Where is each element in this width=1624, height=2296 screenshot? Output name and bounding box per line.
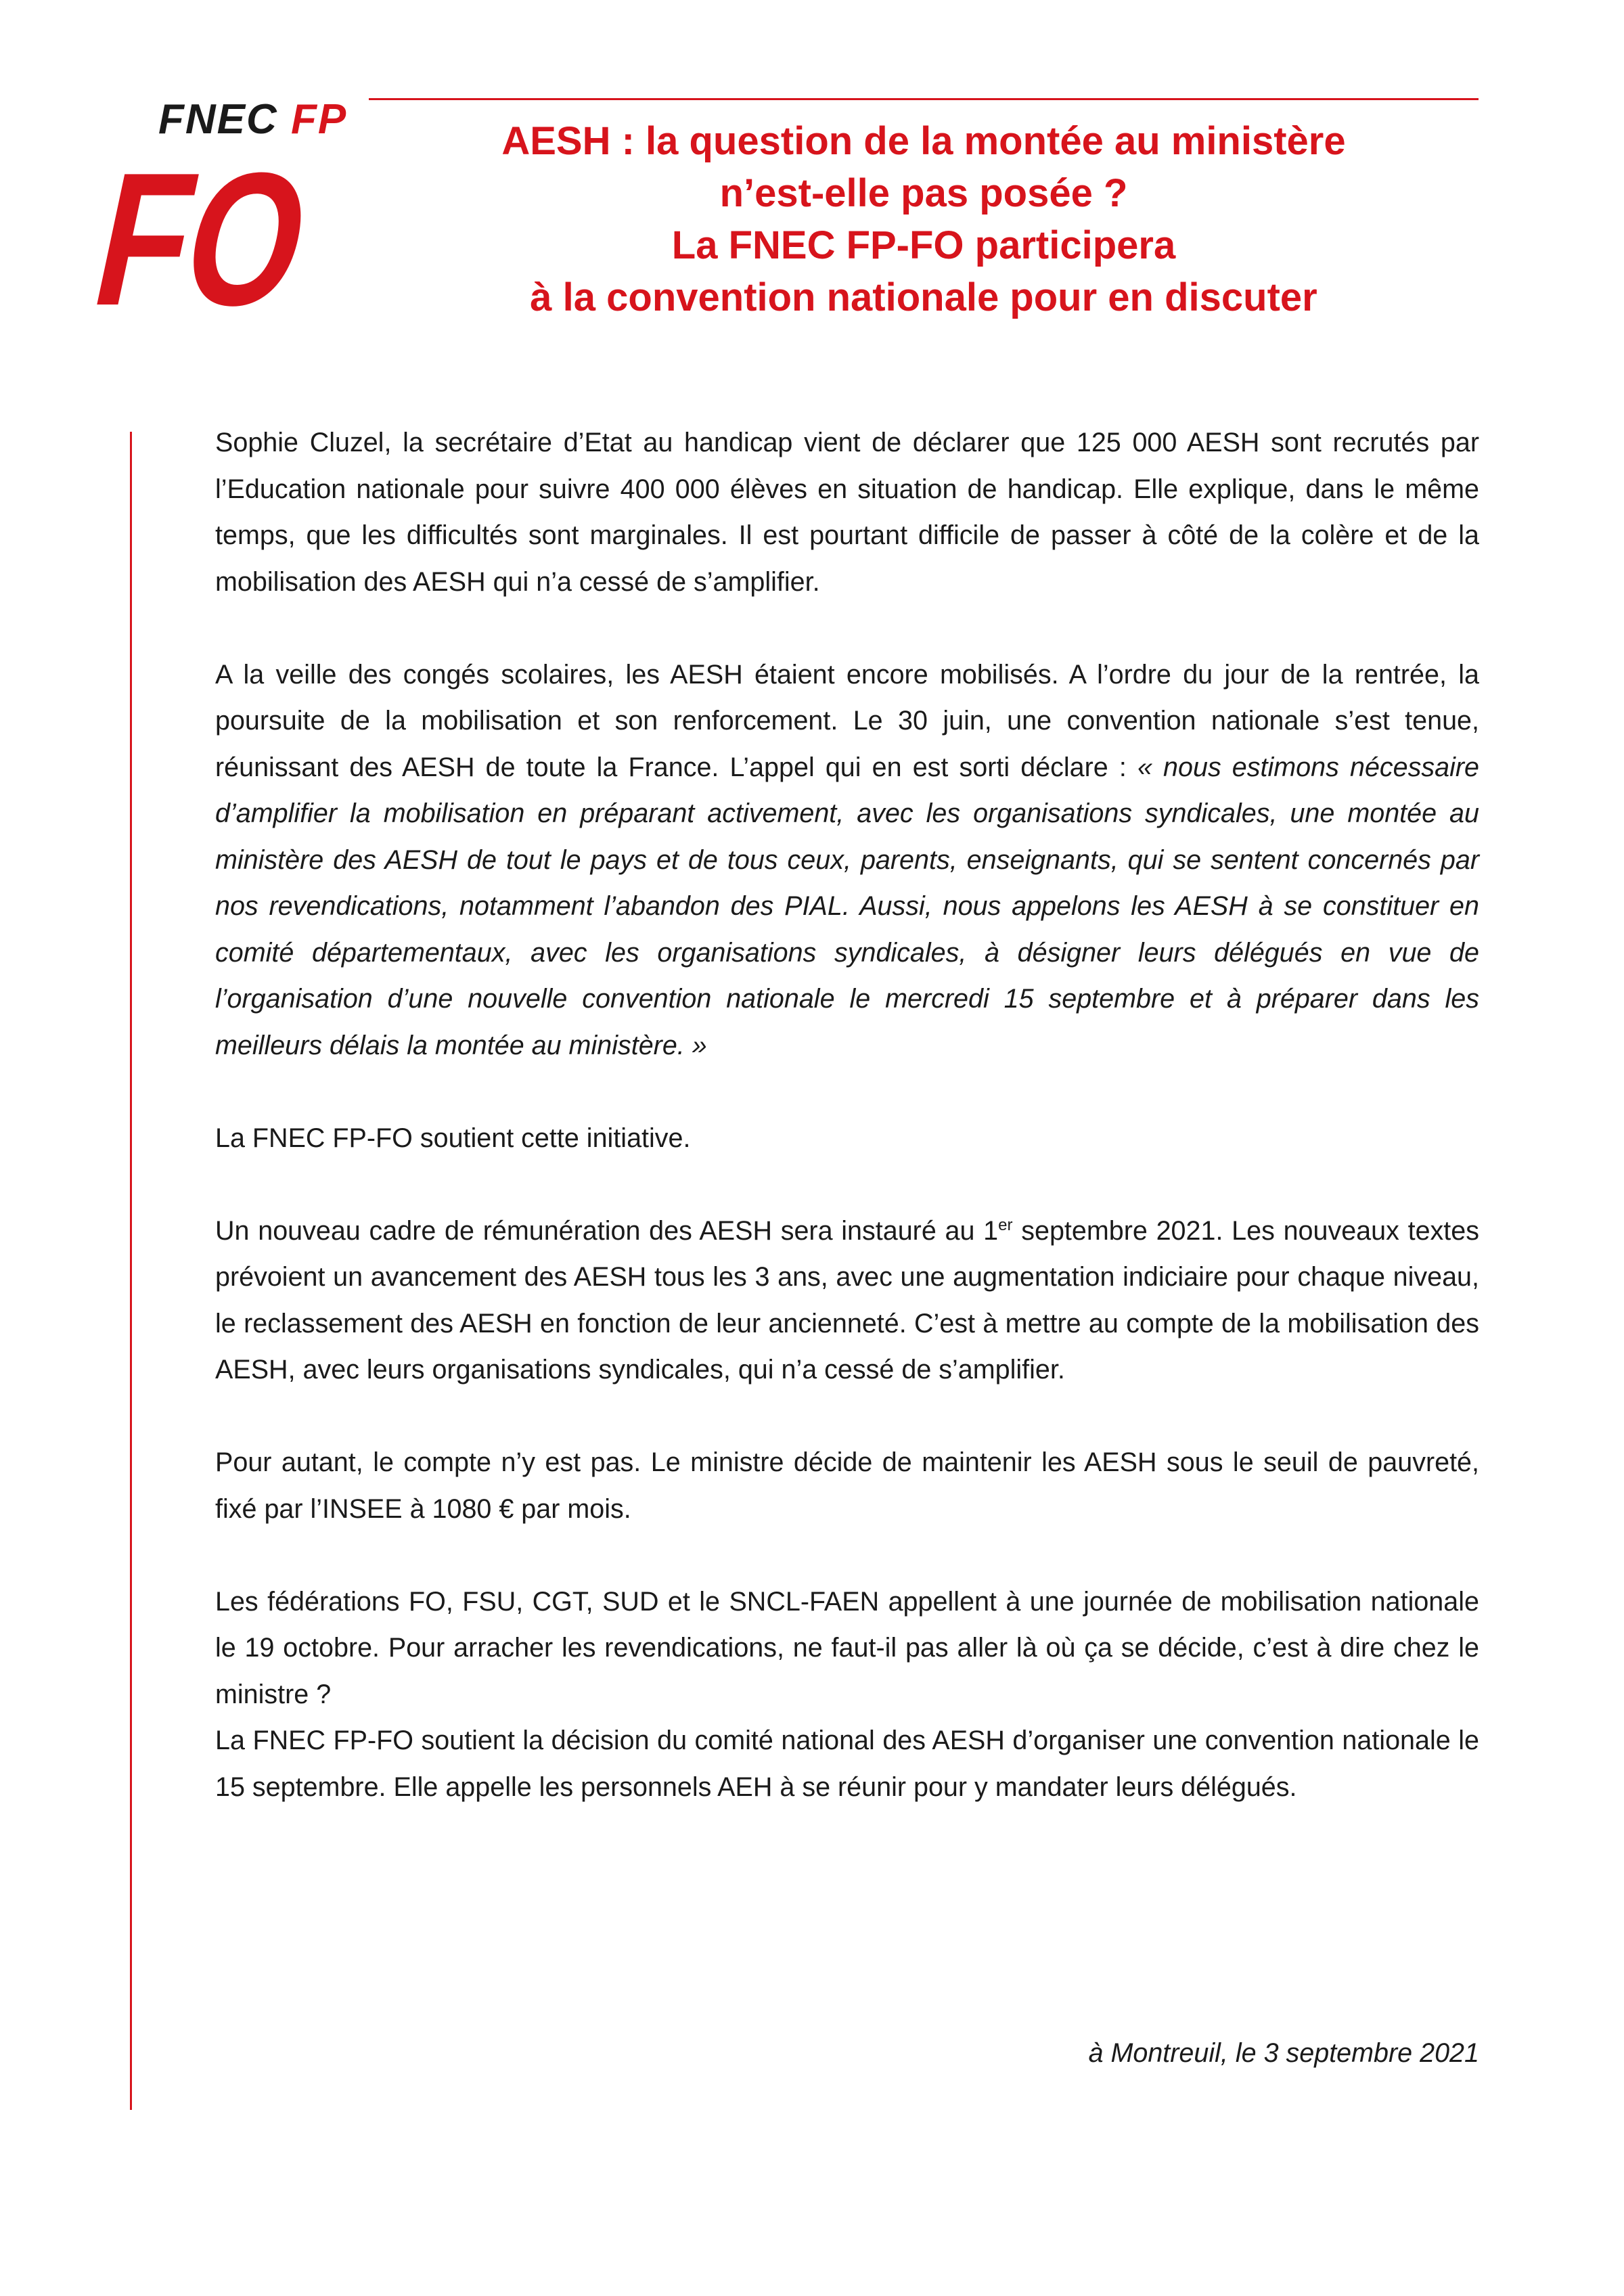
- side-rule: [130, 432, 132, 2110]
- remuneration-text-b: septembre 2021. Les nouveaux textes prévoient un avancement des AESH tous les 3 ans, avec une augmentation indiciaire pour chaque niveau, le reclassement des AESH en fonction de leur ancienneté. C’est à mettre au compte de la mobilisation des AESH, avec leurs organisations syndicales, qui n’a cessé de s’amplifier.: [215, 1215, 1479, 1385]
- title-line: à la convention nationale pour en discuter: [530, 275, 1317, 319]
- paragraph-convention: [215, 652, 1479, 1069]
- paragraph-convention-text: A la veille des congés scolaires, les AESH étaient encore mobilisés. A l’ordre du jour de la rentrée, la poursuite de la mobilisation et son renforcement. Le 30 juin, une convention nationale s’est tenue, réunissant des AESH de toute la France. L’appel qui en est sorti déclare :: [215, 659, 1479, 782]
- title-line: AESH : la question de la montée au ministère: [501, 119, 1346, 163]
- paragraph-intro: Sophie Cluzel, la secrétaire d’Etat au handicap vient de déclarer que 125 000 AESH sont recrutés par l’Education nationale pour suivre 400 000 élèves en situation de handicap. Elle explique, dans le même temps, que les difficultés sont marginales. Il est pourtant difficile de passer à côté de la colère et de la mobilisation des AESH qui n’a cessé de s’amplifier.: [215, 428, 1479, 597]
- paragraph-mobilisation: Les fédérations FO, FSU, CGT, SUD et le SNCL-FAEN appellent à une journée de mobilisation nationale le 19 octobre. Pour arracher les revendications, ne faut-il pas aller là où ça se décide, c’est à dire chez le ministre ?: [215, 1586, 1479, 1709]
- title-line: La FNEC FP-FO participera: [671, 223, 1176, 267]
- paragraph-poverty: Pour autant, le compte n’y est pas. Le ministre décide de maintenir les AESH sous le seuil de pauvreté, fixé par l’INSEE à 1080 € par mois.: [215, 1447, 1479, 1524]
- header-rule: [369, 98, 1479, 100]
- remuneration-text-a: Un nouveau cadre de rémunération des AESH sera instauré au 1: [215, 1215, 999, 1246]
- place-date-signature: à Montreuil, le 3 septembre 2021: [1088, 2038, 1479, 2068]
- logo-fo-letters: FO: [78, 133, 387, 346]
- fnec-fp-fo-logo: [78, 96, 387, 346]
- logo-fnec-fp-text: FNEC FP: [158, 96, 348, 143]
- page-title: [369, 115, 1479, 323]
- logo-fo-mark: [78, 133, 387, 346]
- ordinal-superscript: er: [998, 1215, 1013, 1234]
- document-body: [215, 420, 1479, 1857]
- appeal-quote: « nous estimons nécessaire d’amplifier la mobilisation en préparant activement, avec les organisations syndicales, une montée au ministère des AESH de tout le pays et de tous ceux, parents, enseignants, qui se sentent concernés par nos revendications, notamment l’abandon des PIAL. Aussi, nous appelons les AESH à se constituer en comité départementaux, avec les organisations syndicales, à désigner leurs délégués en vue de l’organisation d’une nouvelle convention nationale le mercredi 15 septembre et à préparer dans les meilleurs délais la montée au ministère. »: [215, 752, 1479, 1060]
- paragraph-remuneration: [215, 1208, 1479, 1393]
- title-line: n’est-elle pas posée ?: [719, 171, 1128, 215]
- paragraph-delegates: La FNEC FP-FO soutient la décision du comité national des AESH d’organiser une convention nationale le 15 septembre. Elle appelle les personnels AEH à se réunir pour y mandater leurs délégués.: [215, 1726, 1479, 1802]
- paragraph-support: La FNEC FP-FO soutient cette initiative.: [215, 1123, 691, 1153]
